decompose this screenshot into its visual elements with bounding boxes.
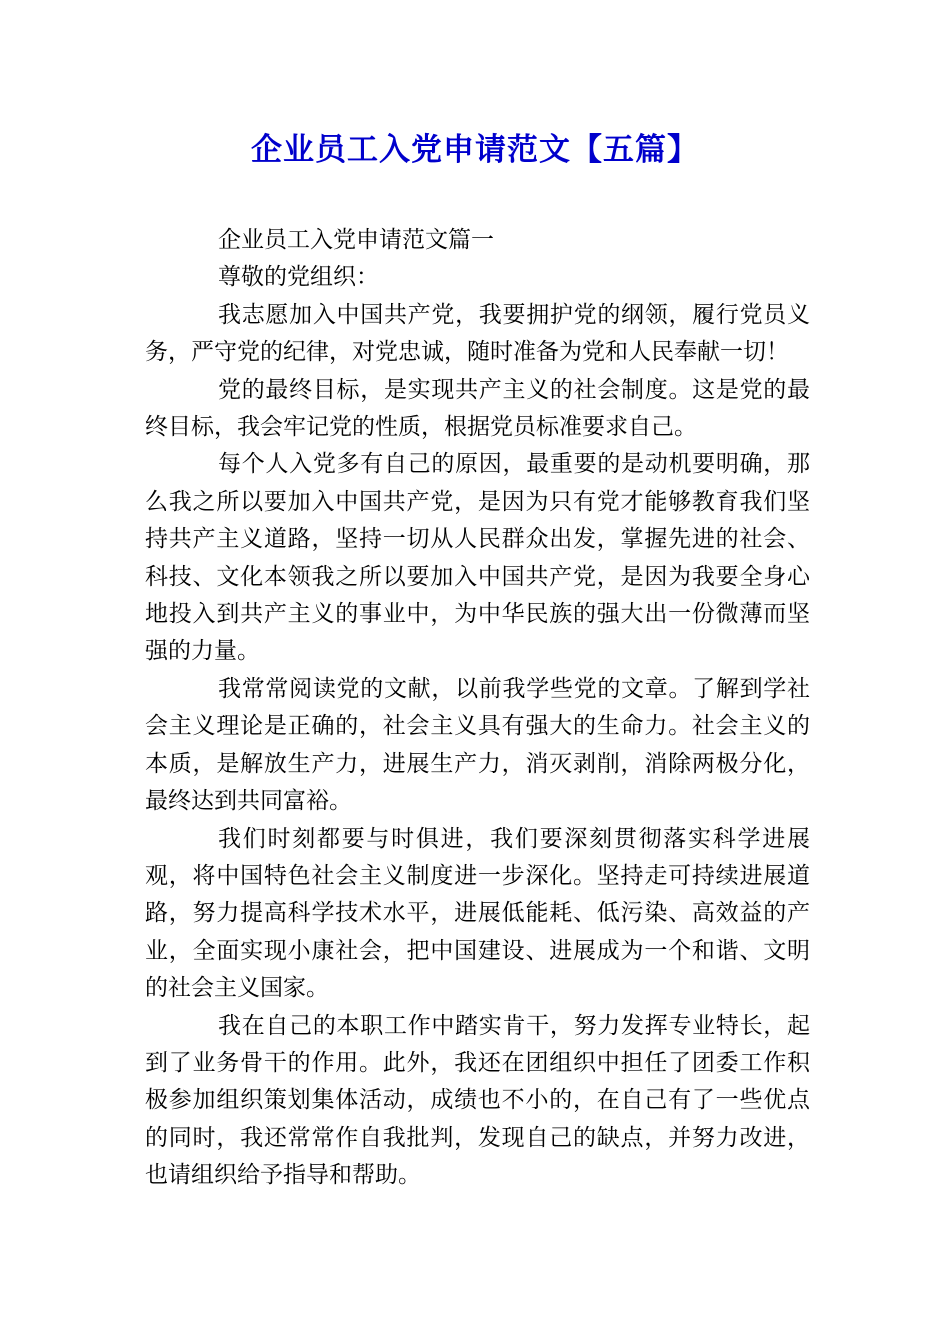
paragraph: 我常常阅读党的文献，以前我学些党的文章。了解到学社会主义理论是正确的，社会主义具有强大的生命力。社会主义的本质，是解放生产力，进展生产力，消灭剥削，消除两极分化，最终达到共同富裕。	[145, 675, 810, 815]
salutation: 尊敬的党组织：	[218, 264, 379, 291]
paragraph: 党的最终目标，是实现共产主义的社会制度。这是党的最终目标，我会牢记党的性质，根据党员标准要求自己。	[145, 376, 810, 441]
section-heading: 企业员工入党申请范文篇一	[218, 227, 494, 253]
paragraph: 我在自己的本职工作中踏实肯干，努力发挥专业特长，起到了业务骨干的作用。此外，我还在团组织中担任了团委工作积极参加组织策划集体活动，成绩也不小的，在自己有了一些优点的同时，我还常常作自我批判，发现自己的缺点，并努力改进，也请组织给予指导和帮助。	[145, 1012, 810, 1189]
paragraph: 每个人入党多有自己的原因，最重要的是动机要明确，那么我之所以要加入中国共产党，是因为只有党才能够教育我们坚持共产主义道路，坚持一切从人民群众出发，掌握先进的社会、科技、文化本领我之所以要加入中国共产党，是因为我要全身心地投入到共产主义的事业中，为中华民族的强大出一份微薄而坚强的力量。	[145, 451, 810, 665]
document-body	[145, 222, 810, 1195]
paragraph: 我们时刻都要与时俱进，我们要深刻贯彻落实科学进展观，将中国特色社会主义制度进一步深化。坚持走可持续进展道路，努力提高科学技术水平，进展低能耗、低污染、高效益的产业，全面实现小康社会，把中国建设、进展成为一个和谐、文明的社会主义国家。	[145, 825, 810, 1002]
document-title: 企业员工入党申请范文【五篇】	[251, 132, 699, 168]
paragraph: 我志愿加入中国共产党，我要拥护党的纲领，履行党员义务，严守党的纪律，对党忠诚，随时准备为党和人民奉献一切！	[145, 301, 810, 366]
